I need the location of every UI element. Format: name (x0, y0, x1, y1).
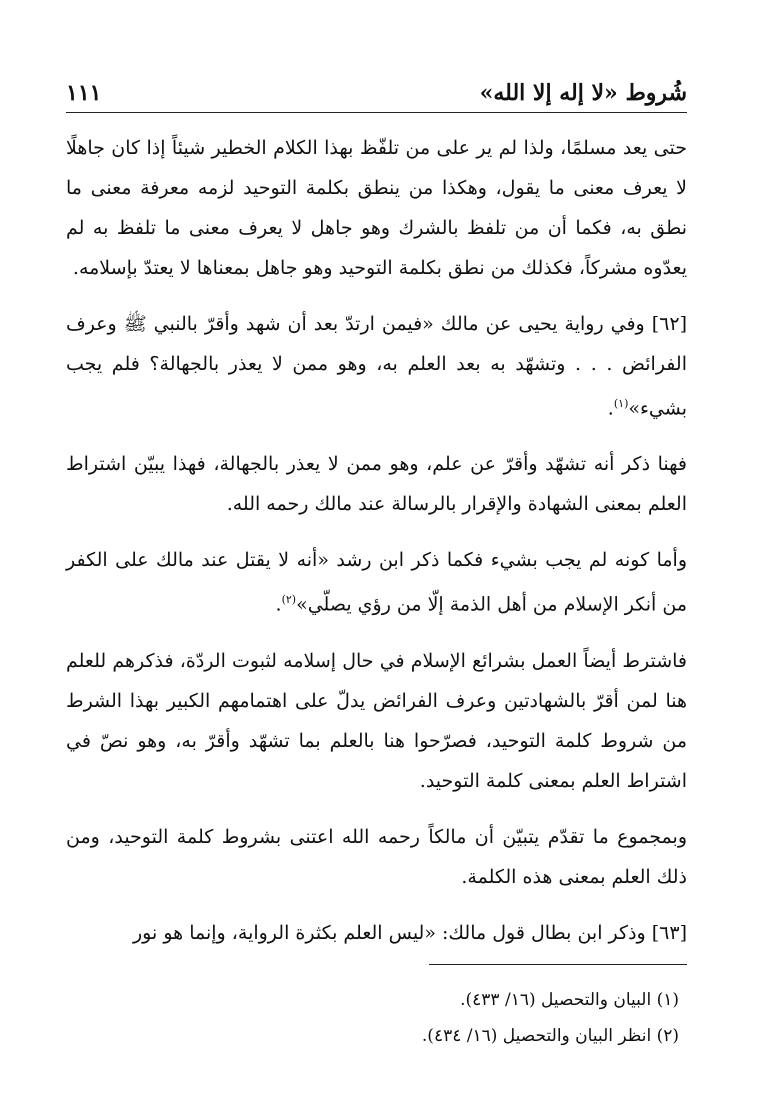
punctuation: . (607, 397, 614, 420)
punctuation: . (275, 593, 282, 616)
footnotes (66, 982, 679, 1054)
page-number: ١١١ (66, 80, 102, 106)
footnote-divider (429, 964, 687, 965)
running-title: شُروط «لا إله إلا الله» (479, 80, 687, 106)
main-text (66, 128, 687, 969)
footnote-1: (١) البيان والتحصيل (١٦/ ٤٣٣). (460, 990, 679, 1010)
paragraph-text: فاشترط أيضاً العمل بشرائع الإسلام في حال إسلامه لثبوت الردّة، فذكرهم للعلم هنا لمن أقرّ بالشهادتين وعرف الفرائض يدلّ على اهتمامهم الكبير بهذا الشرط من شروط كلمة التوحيد، فصرّحوا هنا بالعلم بما تشهّد وأقرّ به، وهو نصّ في اشتراط العلم بمعنى كلمة التوحيد. (66, 649, 687, 792)
header-divider (66, 112, 687, 113)
paragraph-1 (66, 128, 687, 288)
footnote-2: (٢) انظر البيان والتحصيل (١٦/ ٤٣٤). (421, 1026, 679, 1046)
paragraph-4 (66, 540, 687, 624)
paragraph-text: وأما كونه لم يجب بشيء فكما ذكر ابن رشد «أنه لا يقتل عند مالك على الكفر من أنكر الإسلام من أهل الذمة إلّا من رؤي يصلّي» (66, 549, 687, 616)
paragraph-3 (66, 444, 687, 524)
paragraph-6 (66, 817, 687, 897)
paragraph-text: وبمجموع ما تقدّم يتبيّن أن مالكاً رحمه الله اعتنى بشروط كلمة التوحيد، ومن ذلك العلم بمعنى هذه الكلمة. (66, 825, 687, 888)
paragraph-text: [٦٢] وفي رواية يحيى عن مالك «فيمن ارتدّ بعد أن شهد وأقرّ بالنبي ﷺ وعرف الفرائض . . . وتشهّد به بعد العلم به، وهو ممن لا يعذر بالجهالة؟ فلم يجب بشيء» (66, 313, 687, 420)
paragraph-7 (66, 913, 687, 953)
page-header (66, 72, 687, 106)
footnote-ref-1[interactable]: (١) (613, 397, 629, 410)
paragraph-text: فهنا ذكر أنه تشهّد وأقرّ عن علم، وهو ممن لا يعذر بالجهالة، فهذا يبيّن اشتراط العلم بمعنى الشهادة والإقرار بالرسالة عند مالك رحمه الله. (66, 453, 687, 516)
footnote-ref-2[interactable]: (٢) (281, 593, 297, 607)
paragraph-text: حتى يعد مسلمًا، ولذا لم ير على من تلفّظ بهذا الكلام الخطير شيئاً إذا كان جاهلًا لا يعرف معنى ما يقول، وهكذا من ينطق بكلمة التوحيد لزمه معرفة معنى ما نطق به، فكما أن من تلفظ بالشرك وهو جاهل لا يعرف معنى ما تلفظ به لم يعدّوه مشركاً، فكذلك من نطق بكلمة التوحيد وهو جاهل بمعناها لا يعتدّ بإسلامه. (66, 137, 687, 279)
paragraph-2 (66, 304, 687, 428)
paragraph-5 (66, 641, 687, 801)
paragraph-text: [٦٣] وذكر ابن بطال قول مالك: «ليس العلم بكثرة الرواية، وإنما هو نور (133, 921, 687, 944)
